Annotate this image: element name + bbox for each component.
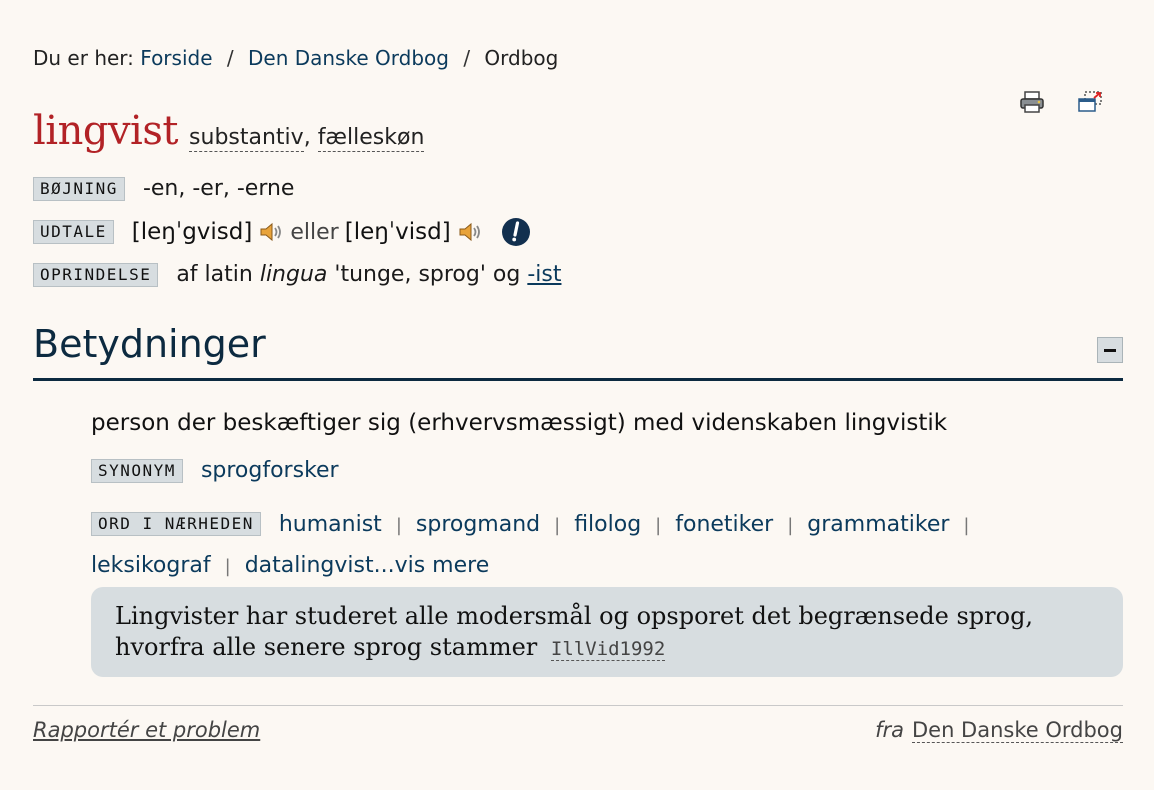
pronunciation-help-icon[interactable] [501,217,531,247]
nearby-words-tag: ORD I NÆRHEDEN [91,512,261,536]
speaker-icon[interactable] [457,220,483,244]
origin-gloss: 'tunge, sprog' og [334,262,521,287]
definition: person der beskæftiger sig (erhvervsmæssigt) med videnskaben lingvistik [91,410,948,436]
speaker-icon[interactable] [258,220,284,244]
breadcrumb-current: Ordbog [484,46,559,70]
breadcrumb-separator: / [463,46,471,70]
pronunciation-1: [leŋˈgvisd] [131,219,253,245]
pronunciation-tag: UDTALE [33,220,114,244]
citation-source[interactable]: IllVid1992 [550,638,666,660]
headword: lingvist [33,108,178,154]
origin-row [33,262,561,287]
citation-text: Lingvister har studeret alle modersmål og opsporet det begrænsede sprog, hvorfra alle senere sprog stammer [115,602,1034,661]
gender[interactable]: fælleskøn [317,125,425,150]
toolbar [1018,89,1104,115]
pronunciation-row [33,217,531,247]
breadcrumb-link-den-danske-ordbog[interactable]: Den Danske Ordbog [247,46,449,70]
show-more-link[interactable]: datalingvist...vis mere [244,553,490,578]
source-attribution [875,718,1123,742]
synonym-tag: SYNONYM [91,459,183,483]
breadcrumb-link-forside[interactable]: Forside [140,46,213,70]
source-prefix: fra [875,718,904,742]
inflection-value: -en, -er, -erne [142,176,295,201]
nearby-words-row: ORD I NÆRHEDEN humanist | sprogmand | filolog | fonetiker | grammatiker | leksikograf | datalingvist...vis mere [91,512,970,578]
inflection-row [33,176,294,201]
synonym-link[interactable]: sprogforsker [200,458,339,483]
pos-comma: , [303,125,311,150]
pronunciation-or: eller [290,219,339,245]
citation-box [91,587,1123,677]
breadcrumb [33,46,558,70]
nearby-word-link[interactable]: filolog [574,512,642,537]
nearby-word-link[interactable]: sprogmand [415,512,541,537]
print-icon[interactable] [1018,89,1046,115]
part-of-speech[interactable]: substantiv [189,125,304,150]
nearby-word-link[interactable]: fonetiker [675,512,774,537]
word-class [189,125,424,150]
origin-latin: lingua [259,262,328,287]
nearby-word-link[interactable]: leksikograf [91,553,211,578]
meanings-section-header [33,322,1123,381]
breadcrumb-prefix: Du er her: [33,46,134,70]
headword-row [33,108,424,154]
open-window-icon[interactable] [1076,89,1104,115]
origin-pre: af latin [176,262,253,287]
origin-suffix-link[interactable]: -ist [527,262,562,287]
collapse-button[interactable] [1097,337,1123,363]
synonym-row [91,458,339,483]
inflection-tag: BØJNING [33,177,125,201]
breadcrumb-separator: / [226,46,234,70]
source-name[interactable]: Den Danske Ordbog [911,718,1123,742]
section-title: Betydninger [33,322,266,366]
footer-divider [33,705,1123,706]
pronunciation-2: [leŋˈvisd] [344,219,451,245]
report-problem-link[interactable]: Rapportér et problem [33,718,261,742]
nearby-word-link[interactable]: grammatiker [807,512,950,537]
origin-tag: OPRINDELSE [33,263,158,287]
nearby-word-link[interactable]: humanist [278,512,382,537]
